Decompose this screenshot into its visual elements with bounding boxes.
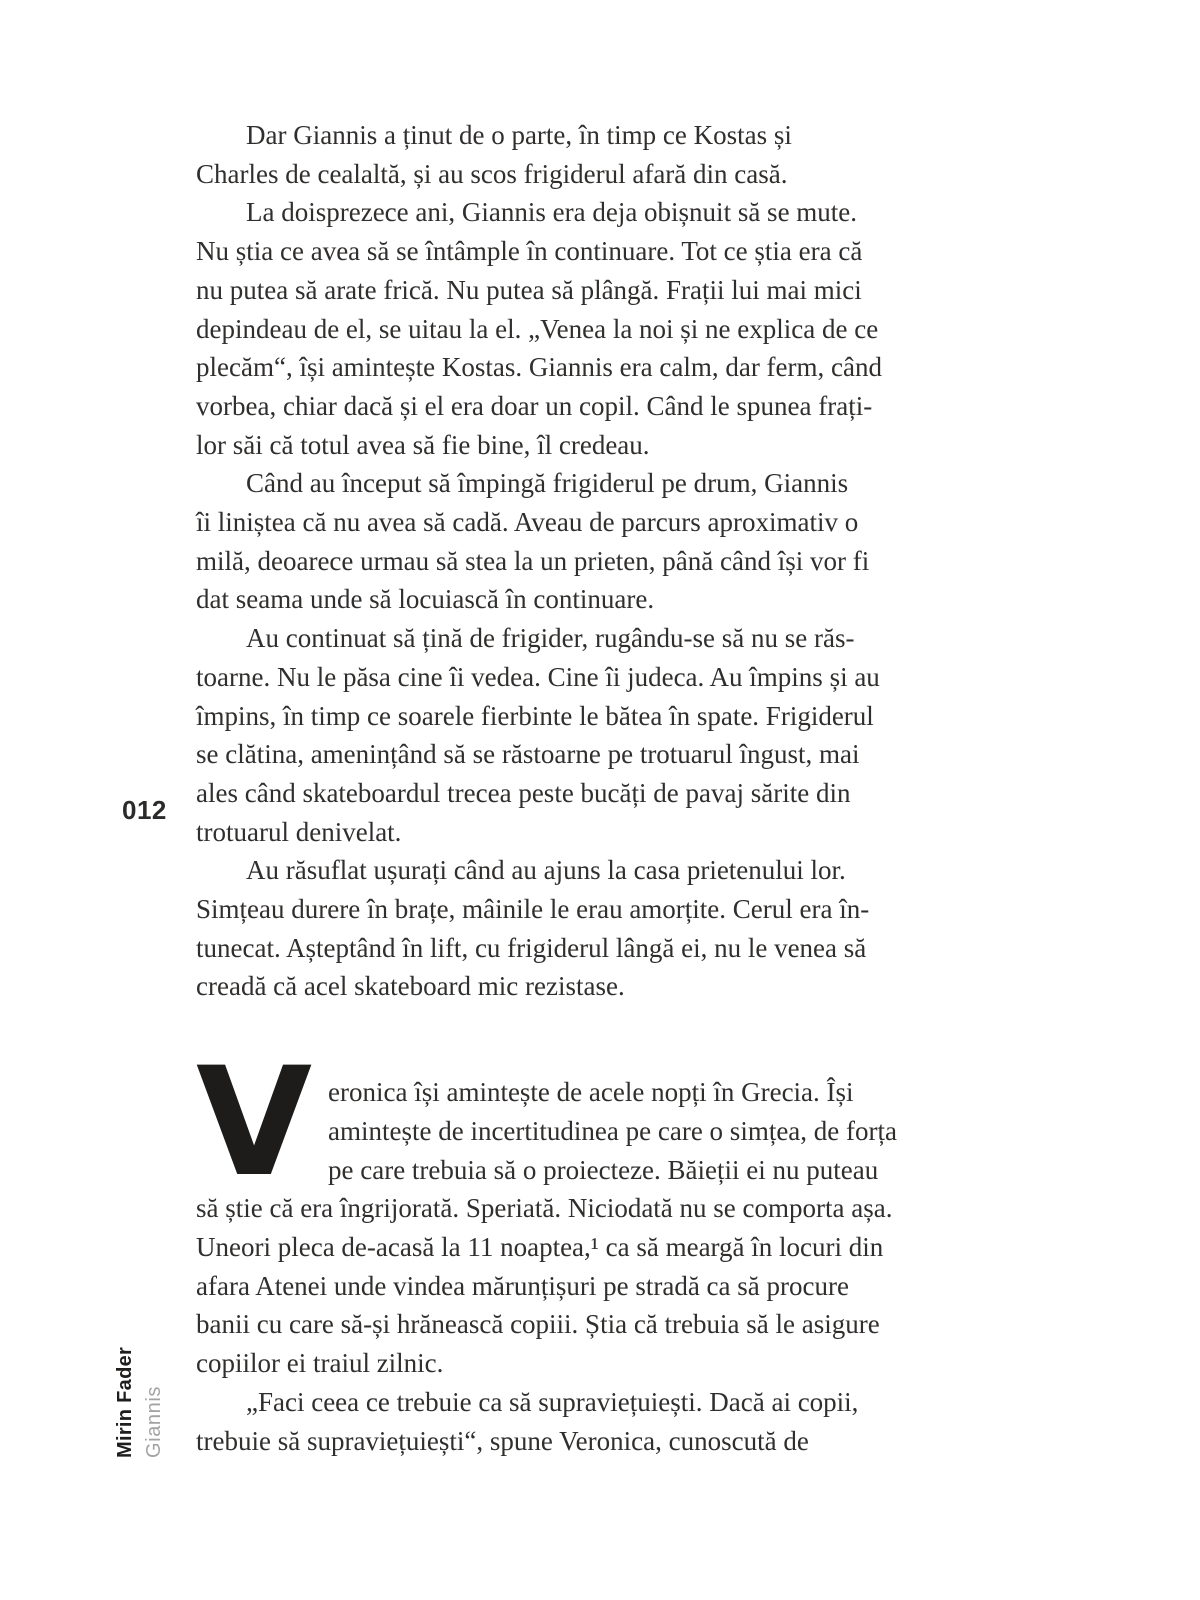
paragraph bbox=[196, 851, 976, 1006]
body-line: Au răsuflat ușurați când au ajuns la casa prietenului lor. bbox=[246, 855, 846, 886]
body-line: eronica își amintește de acele nopți în Grecia. Își bbox=[328, 1077, 854, 1108]
body-line: dat seama unde să locuiască în continuare. bbox=[196, 584, 655, 615]
body-line: lor săi că totul avea să fie bine, îl credeau. bbox=[196, 429, 650, 460]
body-line: tunecat. Așteptând în lift, cu frigiderul lângă ei, nu le venea să bbox=[196, 932, 867, 963]
body-line: Când au început să împingă frigiderul pe drum, Giannis bbox=[246, 468, 849, 499]
body-line: „Faci ceea ce trebuie ca să supraviețuiești. Dacă ai copii, bbox=[246, 1386, 859, 1417]
body-line: toarne. Nu le păsa cine îi vedea. Cine îi judeca. Au împins și au bbox=[196, 661, 880, 692]
body-line: nu putea să arate frică. Nu putea să plângă. Frații lui mai mici bbox=[196, 274, 862, 305]
body-line: trotuarul denivelat. bbox=[196, 816, 402, 847]
body-line: Uneori pleca de-acasă la 11 noaptea,¹ ca să meargă în locuri din bbox=[196, 1231, 884, 1262]
paragraph bbox=[196, 1036, 976, 1383]
body-line: vorbea, chiar dacă și el era doar un copil. Când le spunea frați- bbox=[196, 390, 873, 421]
body-line: împins, în timp ce soarele fierbinte le bătea în spate. Frigiderul bbox=[196, 700, 874, 731]
body-text bbox=[196, 116, 976, 1460]
body-line: Simțeau durere în brațe, mâinile le erau amorțite. Cerul era în- bbox=[196, 894, 870, 925]
body-line: se clătina, amenințând să se răstoarne pe trotuarul îngust, mai bbox=[196, 739, 860, 770]
body-line: îi liniștea că nu avea să cadă. Aveau de parcurs aproximativ o bbox=[196, 507, 859, 538]
paragraph bbox=[196, 116, 976, 193]
body-line: Dar Giannis a ținut de o parte, în timp ce Kostas și bbox=[246, 120, 792, 150]
spine-text bbox=[111, 1347, 169, 1458]
spine-title: Giannis bbox=[143, 1385, 165, 1458]
body-line: amintește de incertitudinea pe care o simțea, de forța bbox=[328, 1115, 897, 1146]
body-line: pe care trebuia să o proiecteze. Băieții ei nu puteau bbox=[328, 1154, 879, 1185]
body-line: milă, deoarece urmau să stea la un prieten, până când își vor fi bbox=[196, 545, 870, 576]
paragraph bbox=[196, 464, 976, 619]
body-line: creadă că acel skateboard mic rezistase. bbox=[196, 971, 625, 1002]
page-number: 012 bbox=[122, 795, 167, 825]
body-line: plecăm“, își amintește Kostas. Giannis era calm, dar ferm, când bbox=[196, 352, 882, 383]
body-line: trebuie să supraviețuiești“, spune Veronica, cunoscută de bbox=[196, 1425, 809, 1456]
body-line: Au continuat să țină de frigider, rugându-se să nu se răs- bbox=[246, 623, 855, 654]
spine-author: Mirin Fader bbox=[114, 1346, 136, 1458]
body-line: Charles de cealaltă, și au scos frigiderul afară din casă. bbox=[196, 158, 788, 189]
body-line: afara Atenei unde vindea mărunțișuri pe stradă ca să procure bbox=[196, 1270, 849, 1301]
paragraph bbox=[196, 619, 976, 851]
body-line: copiilor ei traiul zilnic. bbox=[196, 1348, 444, 1379]
body-line: La doisprezece ani, Giannis era deja obișnuit să se mute. bbox=[246, 197, 858, 228]
body-line: Nu știa ce avea să se întâmple în continuare. Tot ce știa era că bbox=[196, 236, 863, 267]
body-line: ales când skateboardul trecea peste bucăți de pavaj sărite din bbox=[196, 777, 851, 808]
body-line: să știe că era îngrijorată. Speriată. Niciodată nu se comporta așa. bbox=[196, 1193, 893, 1224]
paragraph bbox=[196, 193, 976, 464]
body-line: banii cu care să-și hrănească copiii. Știa că trebuia să le asigure bbox=[196, 1309, 880, 1340]
body-line: depindeau de el, se uitau la el. „Venea la noi și ne explica de ce bbox=[196, 313, 879, 344]
drop-cap: V bbox=[196, 1036, 311, 1211]
paragraph bbox=[196, 1383, 976, 1460]
